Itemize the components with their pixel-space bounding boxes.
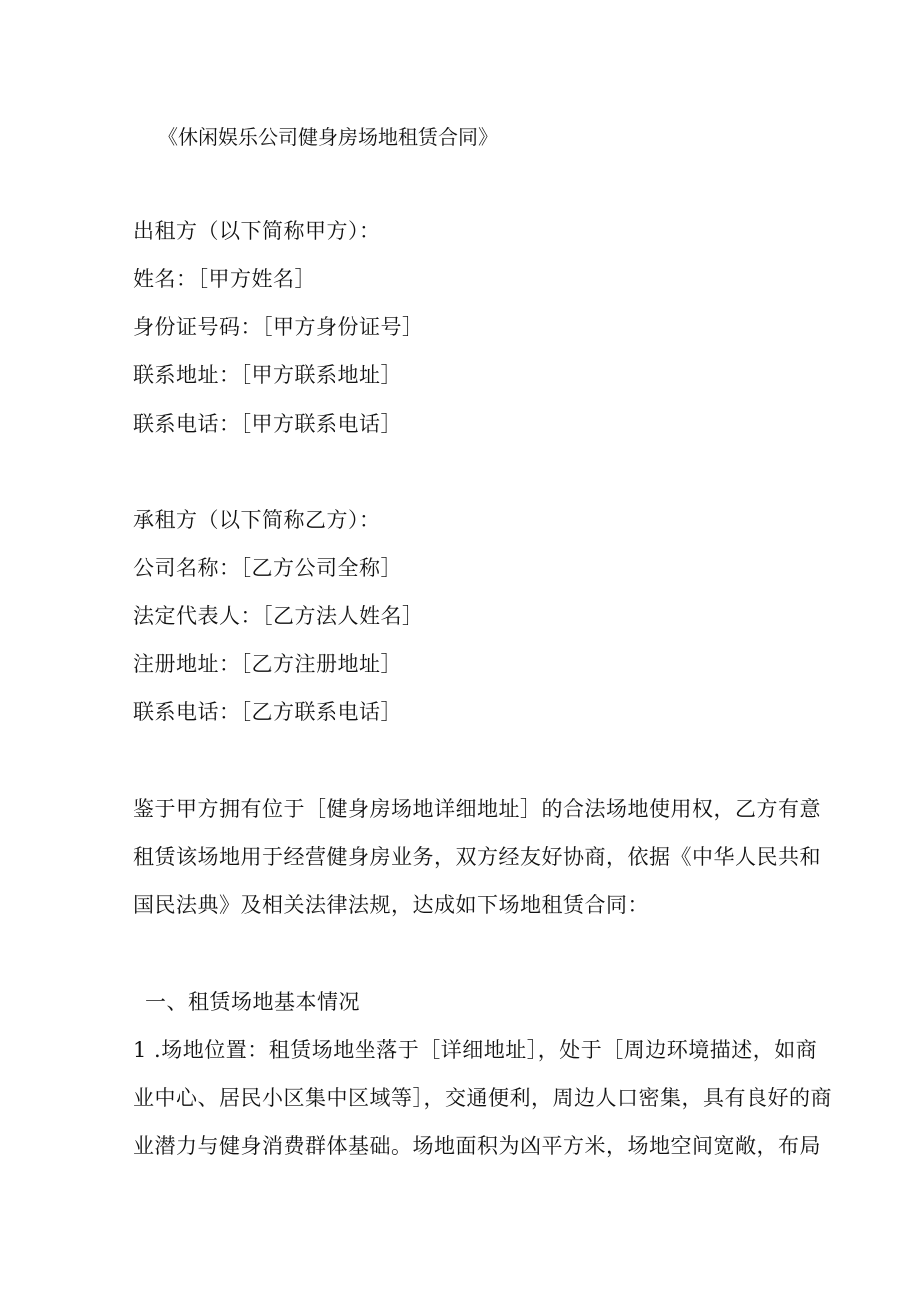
preamble-line-2: 租赁该场地用于经营健身房业务，双方经友好协商，依据《中华人民共和 [133,845,821,869]
document-title: 《休闲娱乐公司健身房场地租赁合同》 [158,125,498,149]
party-a-phone: 联系电话：［甲方联系电话］ [133,412,402,436]
section-1-item-1-line-3: 业潜力与健身消费群体基础。场地面积为凶平方米，场地空间宽敞，布局 [133,1134,821,1158]
section-1-item-1-line-2: 业中心、居民小区集中区域等］，交通便利，周边人口密集，具有良好的商 [133,1086,832,1110]
party-a-heading: 出租方（以下简称甲方）： [133,219,381,243]
party-a-address: 联系地址：［甲方联系地址］ [133,363,402,387]
party-b-legal-rep: 法定代表人：［乙方法人姓名］ [133,604,424,628]
preamble-line-1: 鉴于甲方拥有位于［健身房场地详细地址］的合法场地使用权，乙方有意 [133,797,821,821]
preamble-line-3: 国民法典》及相关法律法规，达成如下场地租赁合同： [133,893,649,917]
party-b-company: 公司名称：［乙方公司全称］ [133,556,402,580]
section-1-item-1-line-1: 1 .场地位置：租赁场地坐落于［详细地址］，处于［周边环境描述，如商 [133,1038,818,1062]
party-b-address: 注册地址：［乙方注册地址］ [133,652,402,676]
section-1-heading: 一、租赁场地基本情况 [145,990,360,1014]
party-a-name: 姓名：［甲方姓名］ [133,267,316,291]
party-b-heading: 承租方（以下简称乙方）： [133,508,381,532]
party-b-phone: 联系电话：［乙方联系电话］ [133,700,402,724]
party-a-id-number: 身份证号码：［甲方身份证号］ [133,315,424,339]
